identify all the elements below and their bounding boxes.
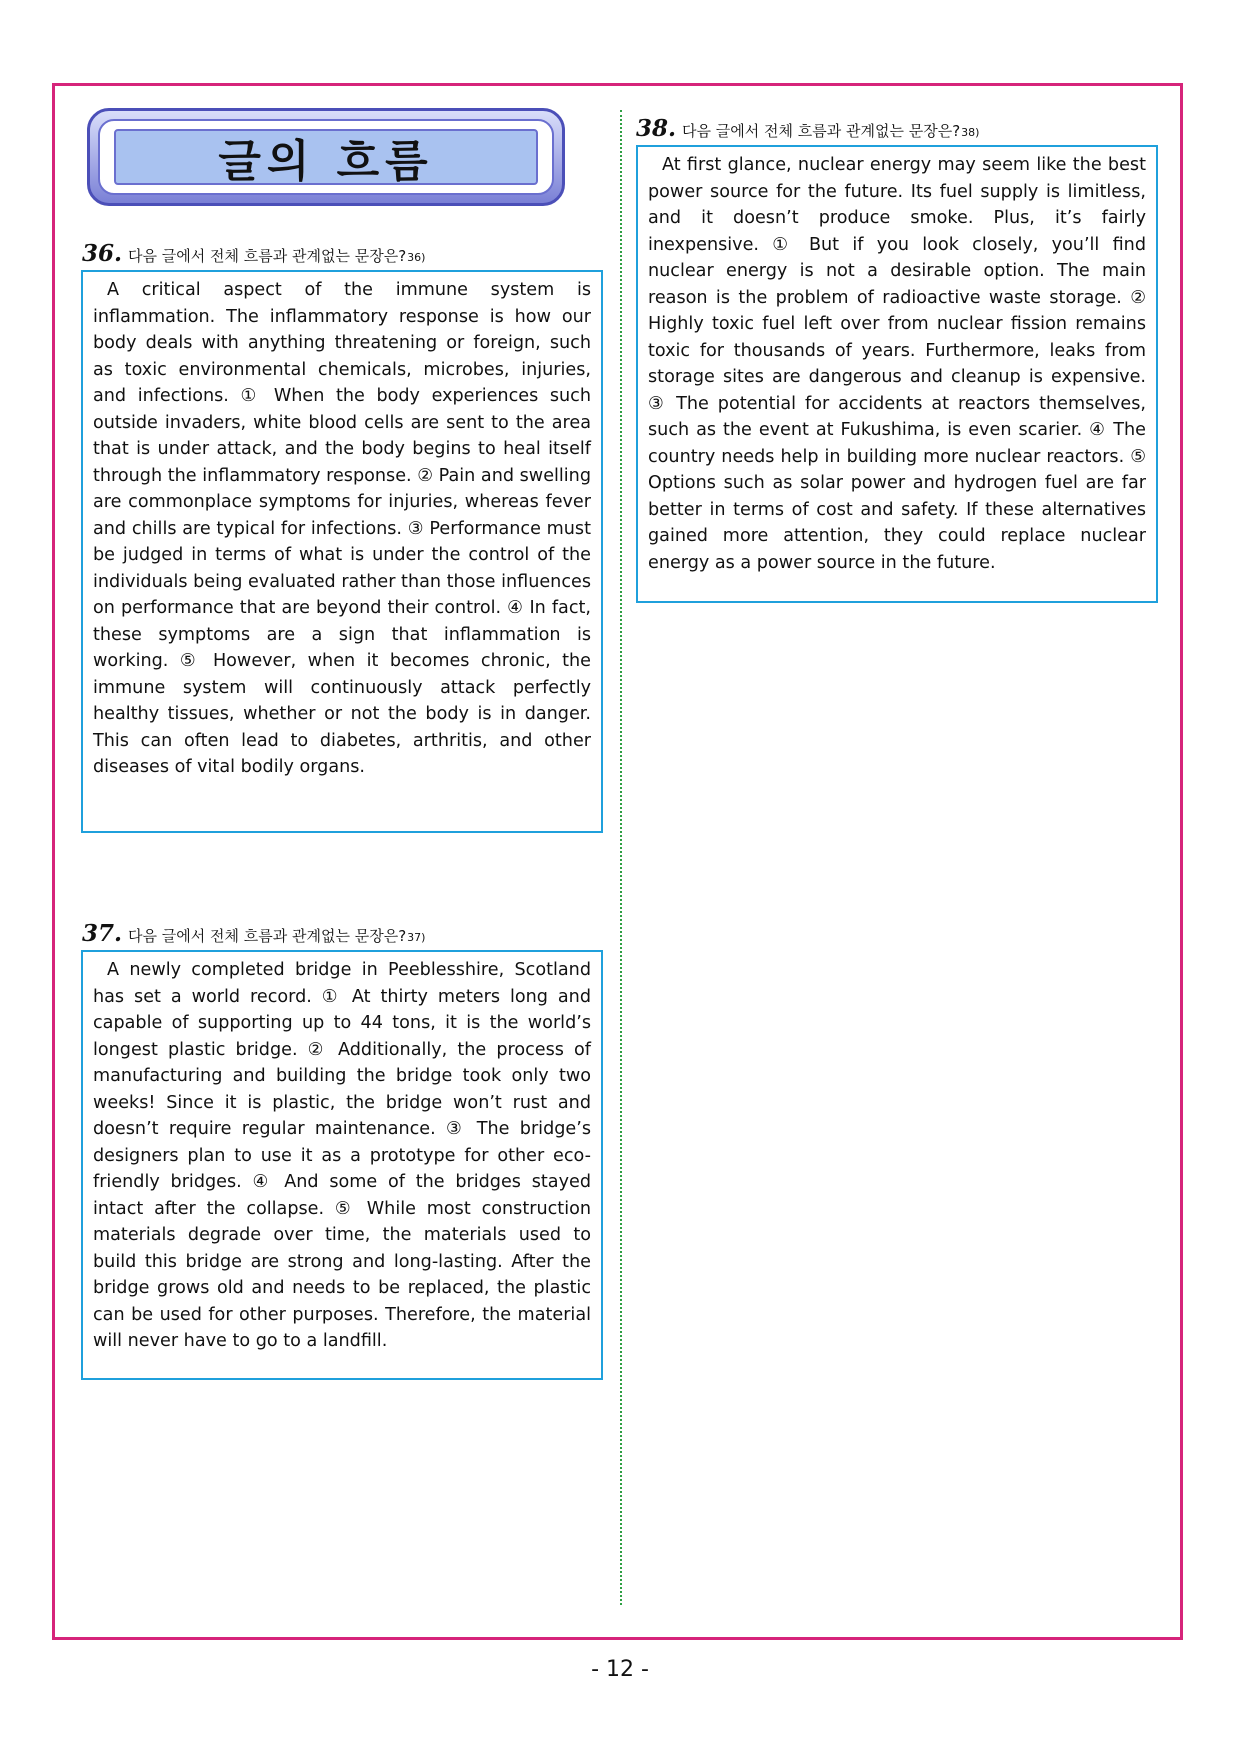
question-36-heading: [82, 240, 425, 267]
question-number: 37.: [82, 920, 123, 947]
passage-text: A newly completed bridge in Peeblesshire, Scotland has set a world record. ① At thirty meters long and capable of supporting up to 44 tons, it is the world’s longest plastic bridge. ② Additionally, the process of manufacturing and building the bridge took only two weeks! Since it is plastic, the bridge won’t rust and doesn’t require regular maintenance. ③ The bridge’s designers plan to use it as a prototype for other eco-friendly bridges. ④ And some of the bridges stayed intact after the collapse. ⑤ While most construction materials degrade over time, the materials used to build this bridge are strong and long-lasting. After the bridge grows old and needs to be replaced, the plastic can be used for other purposes. Therefore, the material will never have to go to a landfill.: [93, 960, 591, 1351]
passage-text: A critical aspect of the immune system is inflammation. The inflammatory response is how our body deals with anything threatening or foreign, such as toxic environmental chemicals, microbes, injuries, and infections. ① When the body experiences such outside invaders, white blood cells are sent to the area that is under attack, and the body begins to heal itself through the inflammatory response. ② Pain and swelling are commonplace symptoms for injuries, whereas fever and chills are typical for infections. ③ Performance must be judged in terms of what is under the control of the individuals being evaluated rather than those influences on performance that are beyond their control. ④ In fact, these symptoms are a sign that inflammation is working. ⑤ However, when it becomes chronic, the immune system will continuously attack perfectly healthy tissues, whether or not the body is in danger. This can often lead to diabetes, arthritis, and other diseases of vital bodily organs.: [93, 280, 591, 777]
page-number: - 12 -: [591, 1657, 649, 1682]
footnote-marker: 38): [961, 126, 980, 139]
question-38-passage-box: [636, 145, 1158, 603]
banner-title: 글의 흐름: [218, 136, 434, 187]
column-divider: [620, 110, 622, 1605]
footnote-marker: 37): [407, 931, 426, 944]
banner-frame: [98, 119, 554, 195]
question-prompt: 다음 글에서 전체 흐름과 관계없는 문장은?: [128, 927, 407, 945]
question-38-heading: [636, 115, 979, 142]
passage-text: At first glance, nuclear energy may seem like the best power source for the future. Its fuel supply is limitless, and it doesn’t produce smoke. Plus, it’s fairly inexpensive. ① But if you look closely, you’ll find nuclear energy is not a desirable option. The main reason is the problem of radioactive waste storage. ② Highly toxic fuel left over from nuclear fission remains toxic for thousands of years. Furthermore, leaks from storage sites are dangerous and cleanup is expensive. ③ The potential for accidents at reactors themselves, such as the event at Fukushima, is even scarier. ④ The country needs help in building more nuclear reactors. ⑤ Options such as solar power and hydrogen fuel are far better in terms of cost and safety. If these alternatives gained more attention, they could replace nuclear energy as a power source in the future.: [648, 155, 1146, 573]
question-37-passage-box: [81, 950, 603, 1380]
question-prompt: 다음 글에서 전체 흐름과 관계없는 문장은?: [128, 247, 407, 265]
question-number: 38.: [636, 115, 677, 142]
question-36-passage-box: [81, 270, 603, 833]
banner-inner: [114, 129, 538, 185]
question-prompt: 다음 글에서 전체 흐름과 관계없는 문장은?: [682, 122, 961, 140]
question-number: 36.: [82, 240, 123, 267]
question-37-heading: [82, 920, 425, 947]
section-banner: [87, 108, 565, 206]
footnote-marker: 36): [407, 251, 426, 264]
